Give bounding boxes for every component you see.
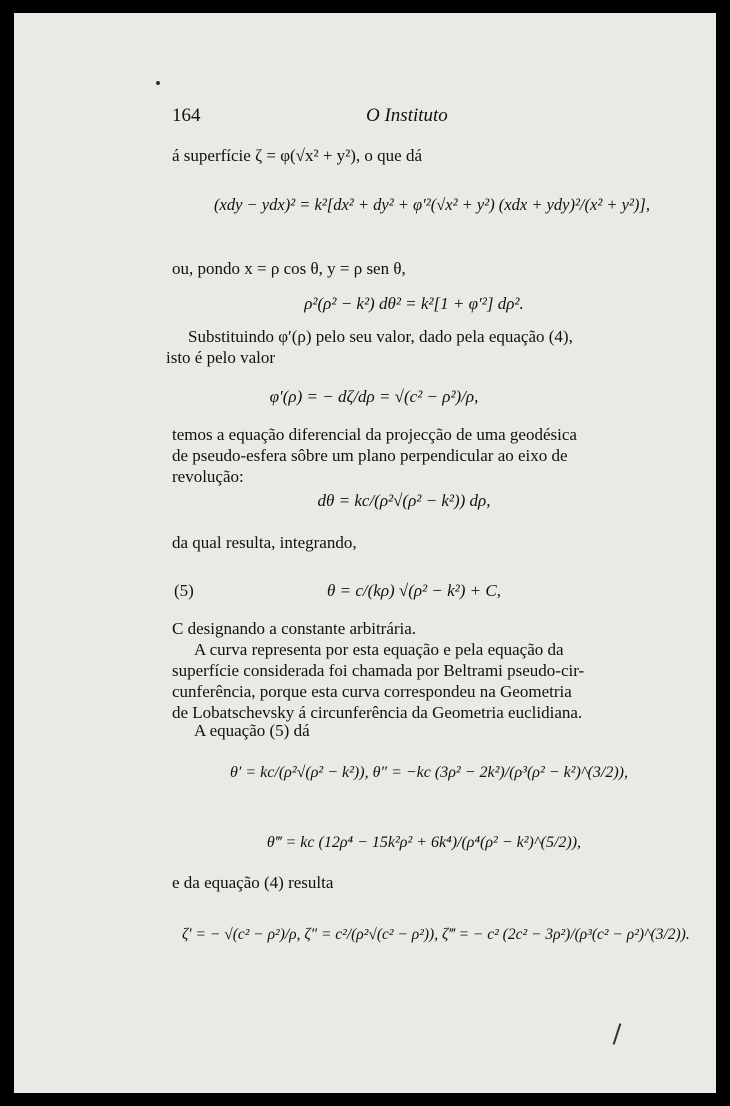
paragraph-line: superfície considerada foi chamada por Beltrami pseudo-cir- <box>172 661 585 680</box>
equation-7: θ‴ = kc (12ρ⁴ − 15k²ρ² + 6k⁴)/(ρ⁴(ρ² − k²)^(5/2)), <box>266 834 582 851</box>
book-page <box>14 13 716 1093</box>
text-line-constant: C designando a constante arbitrária. <box>172 619 417 638</box>
equation-2: ρ²(ρ² − k²) dθ² = k²[1 + φ′²] dρ². <box>304 294 524 313</box>
paragraph-line: A curva representa por esta equação e pela equação da <box>194 640 564 659</box>
equation-3: φ′(ρ) = − dζ/dρ = √(c² − ρ²)/ρ, <box>269 387 479 406</box>
paragraph-line: temos a equação diferencial da projecção de uma geodésica <box>172 425 577 444</box>
equation-5-label: (5) <box>174 581 194 600</box>
paragraph-line: Substituindo φ′(ρ) pelo seu valor, dado pela equação (4), <box>188 327 573 346</box>
running-title: O Instituto <box>366 105 448 126</box>
page-number: 164 <box>172 105 201 126</box>
equation-8: ζ′ = − √(c² − ρ²)/ρ, ζ″ = c²/(ρ²√(c² − ρ²)), ζ‴ = − c² (2c² − 3ρ²)/(ρ³(c² − ρ²)^(3/2)). <box>182 926 690 943</box>
equation-6: θ′ = kc/(ρ²√(ρ² − k²)), θ″ = −kc (3ρ² − 2k²)/(ρ³(ρ² − k²)^(3/2)), <box>230 764 628 781</box>
paragraph-line: cunferência, porque esta curva correspondeu na Geometria <box>172 682 572 701</box>
equation-5: θ = c/(kρ) √(ρ² − k²) + C, <box>327 581 501 600</box>
equation-4: dθ = kc/(ρ²√(ρ² − k²)) dρ, <box>317 491 491 510</box>
text-line-integrating: da qual resulta, integrando, <box>172 533 357 552</box>
scan-speck <box>613 1023 622 1045</box>
scan-speck <box>156 81 160 85</box>
paragraph-line: de Lobatschevsky á circunferência da Geometria euclidiana. <box>172 703 583 722</box>
text-line-equation4-results: e da equação (4) resulta <box>172 873 334 892</box>
paragraph-differential-equation <box>172 424 672 487</box>
paragraph-line: de pseudo-esfera sôbre um plano perpendicular ao eixo de <box>172 446 568 465</box>
text-line-substitution: ou, pondo x = ρ cos θ, y = ρ sen θ, <box>172 259 406 278</box>
paragraph-pseudo-circumference <box>172 639 672 723</box>
text-line-equation5-gives: A equação (5) dá <box>194 721 310 740</box>
paragraph-line: revolução: <box>172 467 244 486</box>
paragraph-line: isto é pelo valor <box>166 348 276 367</box>
paragraph-substituting <box>166 326 666 368</box>
text-line-surface: á superfície ζ = φ(√x² + y²), o que dá <box>172 146 423 165</box>
equation-1: (xdy − ydx)² = k²[dx² + dy² + φ′²(√x² + y²) (xdx + ydy)²/(x² + y²)], <box>214 195 650 214</box>
